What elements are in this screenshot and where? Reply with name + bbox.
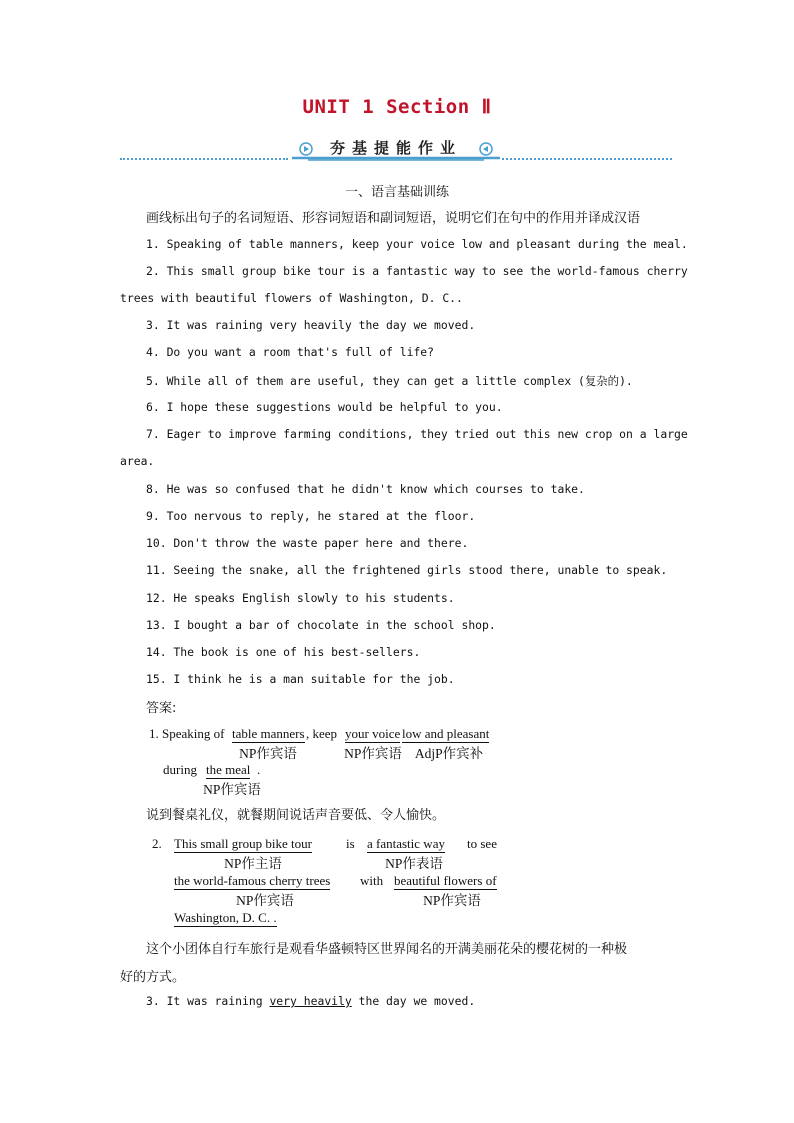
answer-1-translation: 说到餐桌礼仪，就餐期间说话声音要低、令人愉快。	[146, 808, 446, 823]
question-11: 11. Seeing the snake, all the frightened girls stood there, unable to speak.	[146, 563, 668, 577]
section-banner	[120, 136, 672, 164]
page-title: UNIT 1 Section Ⅱ	[302, 96, 492, 118]
answer-3-suffix: the day we moved.	[351, 994, 476, 1008]
answer-2-label-1: NP作主语	[224, 856, 282, 871]
answer-3-prefix: 3. It was raining	[146, 994, 270, 1008]
answer-1-label-1: NP作宾语	[239, 746, 297, 761]
question-6: 6. I hope these suggestions would be helpful to you.	[146, 400, 503, 414]
question-3: 3. It was raining very heavily the day we moved.	[146, 318, 476, 332]
question-1: 1. Speaking of table manners, keep your voice low and pleasant during the meal.	[146, 237, 688, 251]
answer-2-phrase-4: beautiful flowers of	[394, 873, 497, 888]
answer-1-mid: , keep	[306, 726, 338, 741]
answer-1-phrase-4: the meal	[206, 762, 251, 777]
dotted-divider-left	[120, 158, 288, 160]
answer-1-phrase-2: your voice	[345, 726, 401, 741]
answer-1-line2-prefix: during	[163, 762, 197, 777]
answer-3	[146, 994, 475, 1008]
instruction-text: 画线标出句子的名词短语、形容词短语和副词短语，说明它们在句中的作用并译成汉语	[146, 211, 641, 226]
answer-2-phrase-1: This small group bike tour	[174, 836, 312, 851]
answer-1-end: .	[257, 762, 261, 777]
question-9: 9. Too nervous to reply, he stared at the floor.	[146, 509, 476, 523]
question-10: 10. Don't throw the waste paper here and there.	[146, 536, 469, 550]
answer-2-label-3: NP作宾语	[236, 893, 294, 908]
answer-3-phrase-1: very heavily	[269, 994, 352, 1008]
answer-2-number: 2.	[152, 836, 162, 851]
answer-2-translation-line-1: 这个小团体自行车旅行是观看华盛顿特区世界闻名的开满美丽花朵的樱花树的一种极	[146, 942, 628, 957]
answer-2-translation-line-2: 好的方式。	[120, 970, 186, 985]
answer-2-to-see: to see	[467, 836, 497, 851]
answer-1-label-4: NP作宾语	[203, 782, 261, 797]
question-13: 13. I bought a bar of chocolate in the school shop.	[146, 618, 496, 632]
answer-2-label-4: NP作宾语	[423, 893, 481, 908]
section-heading: 一、语言基础训练	[344, 185, 449, 200]
banner-label: 夯基提能作业	[329, 139, 462, 157]
question-2: 2. This small group bike tour is a fantastic way to see the world-famous cherry	[146, 264, 688, 278]
answer-1-label-3: AdjP作宾补	[414, 746, 484, 761]
question-7-cont: area.	[120, 454, 155, 468]
dotted-divider-right	[502, 158, 672, 160]
answer-2-phrase-2: a fantastic way	[367, 836, 445, 851]
answer-2-phrase-3: the world-famous cherry trees	[174, 873, 331, 888]
answer-2-with: with	[360, 873, 384, 888]
question-14: 14. The book is one of his best-sellers.	[146, 645, 421, 659]
question-12: 12. He speaks English slowly to his students.	[146, 591, 455, 605]
answer-1-phrase-1: table manners	[232, 726, 305, 741]
question-4: 4. Do you want a room that's full of life?	[146, 345, 435, 359]
answer-label: 答案:	[146, 701, 177, 716]
answer-2-label-2: NP作表语	[385, 856, 443, 871]
question-7: 7. Eager to improve farming conditions, they tried out this new crop on a large	[146, 427, 688, 441]
answer-2-phrase-5: Washington, D. C. .	[174, 910, 277, 925]
question-15: 15. I think he is a man suitable for the job.	[146, 672, 455, 686]
answer-1-phrase-3: low and pleasant	[402, 726, 490, 741]
question-8: 8. He was so confused that he didn't know which courses to take.	[146, 482, 585, 496]
question-5: 5. While all of them are useful, they can get a little complex (复杂的).	[146, 374, 633, 388]
answer-1-prefix: 1. Speaking of	[149, 726, 225, 741]
answer-2-is: is	[346, 836, 355, 851]
question-2-cont: trees with beautiful flowers of Washington, D. C..	[120, 291, 463, 305]
answer-1-label-2: NP作宾语	[344, 746, 402, 761]
